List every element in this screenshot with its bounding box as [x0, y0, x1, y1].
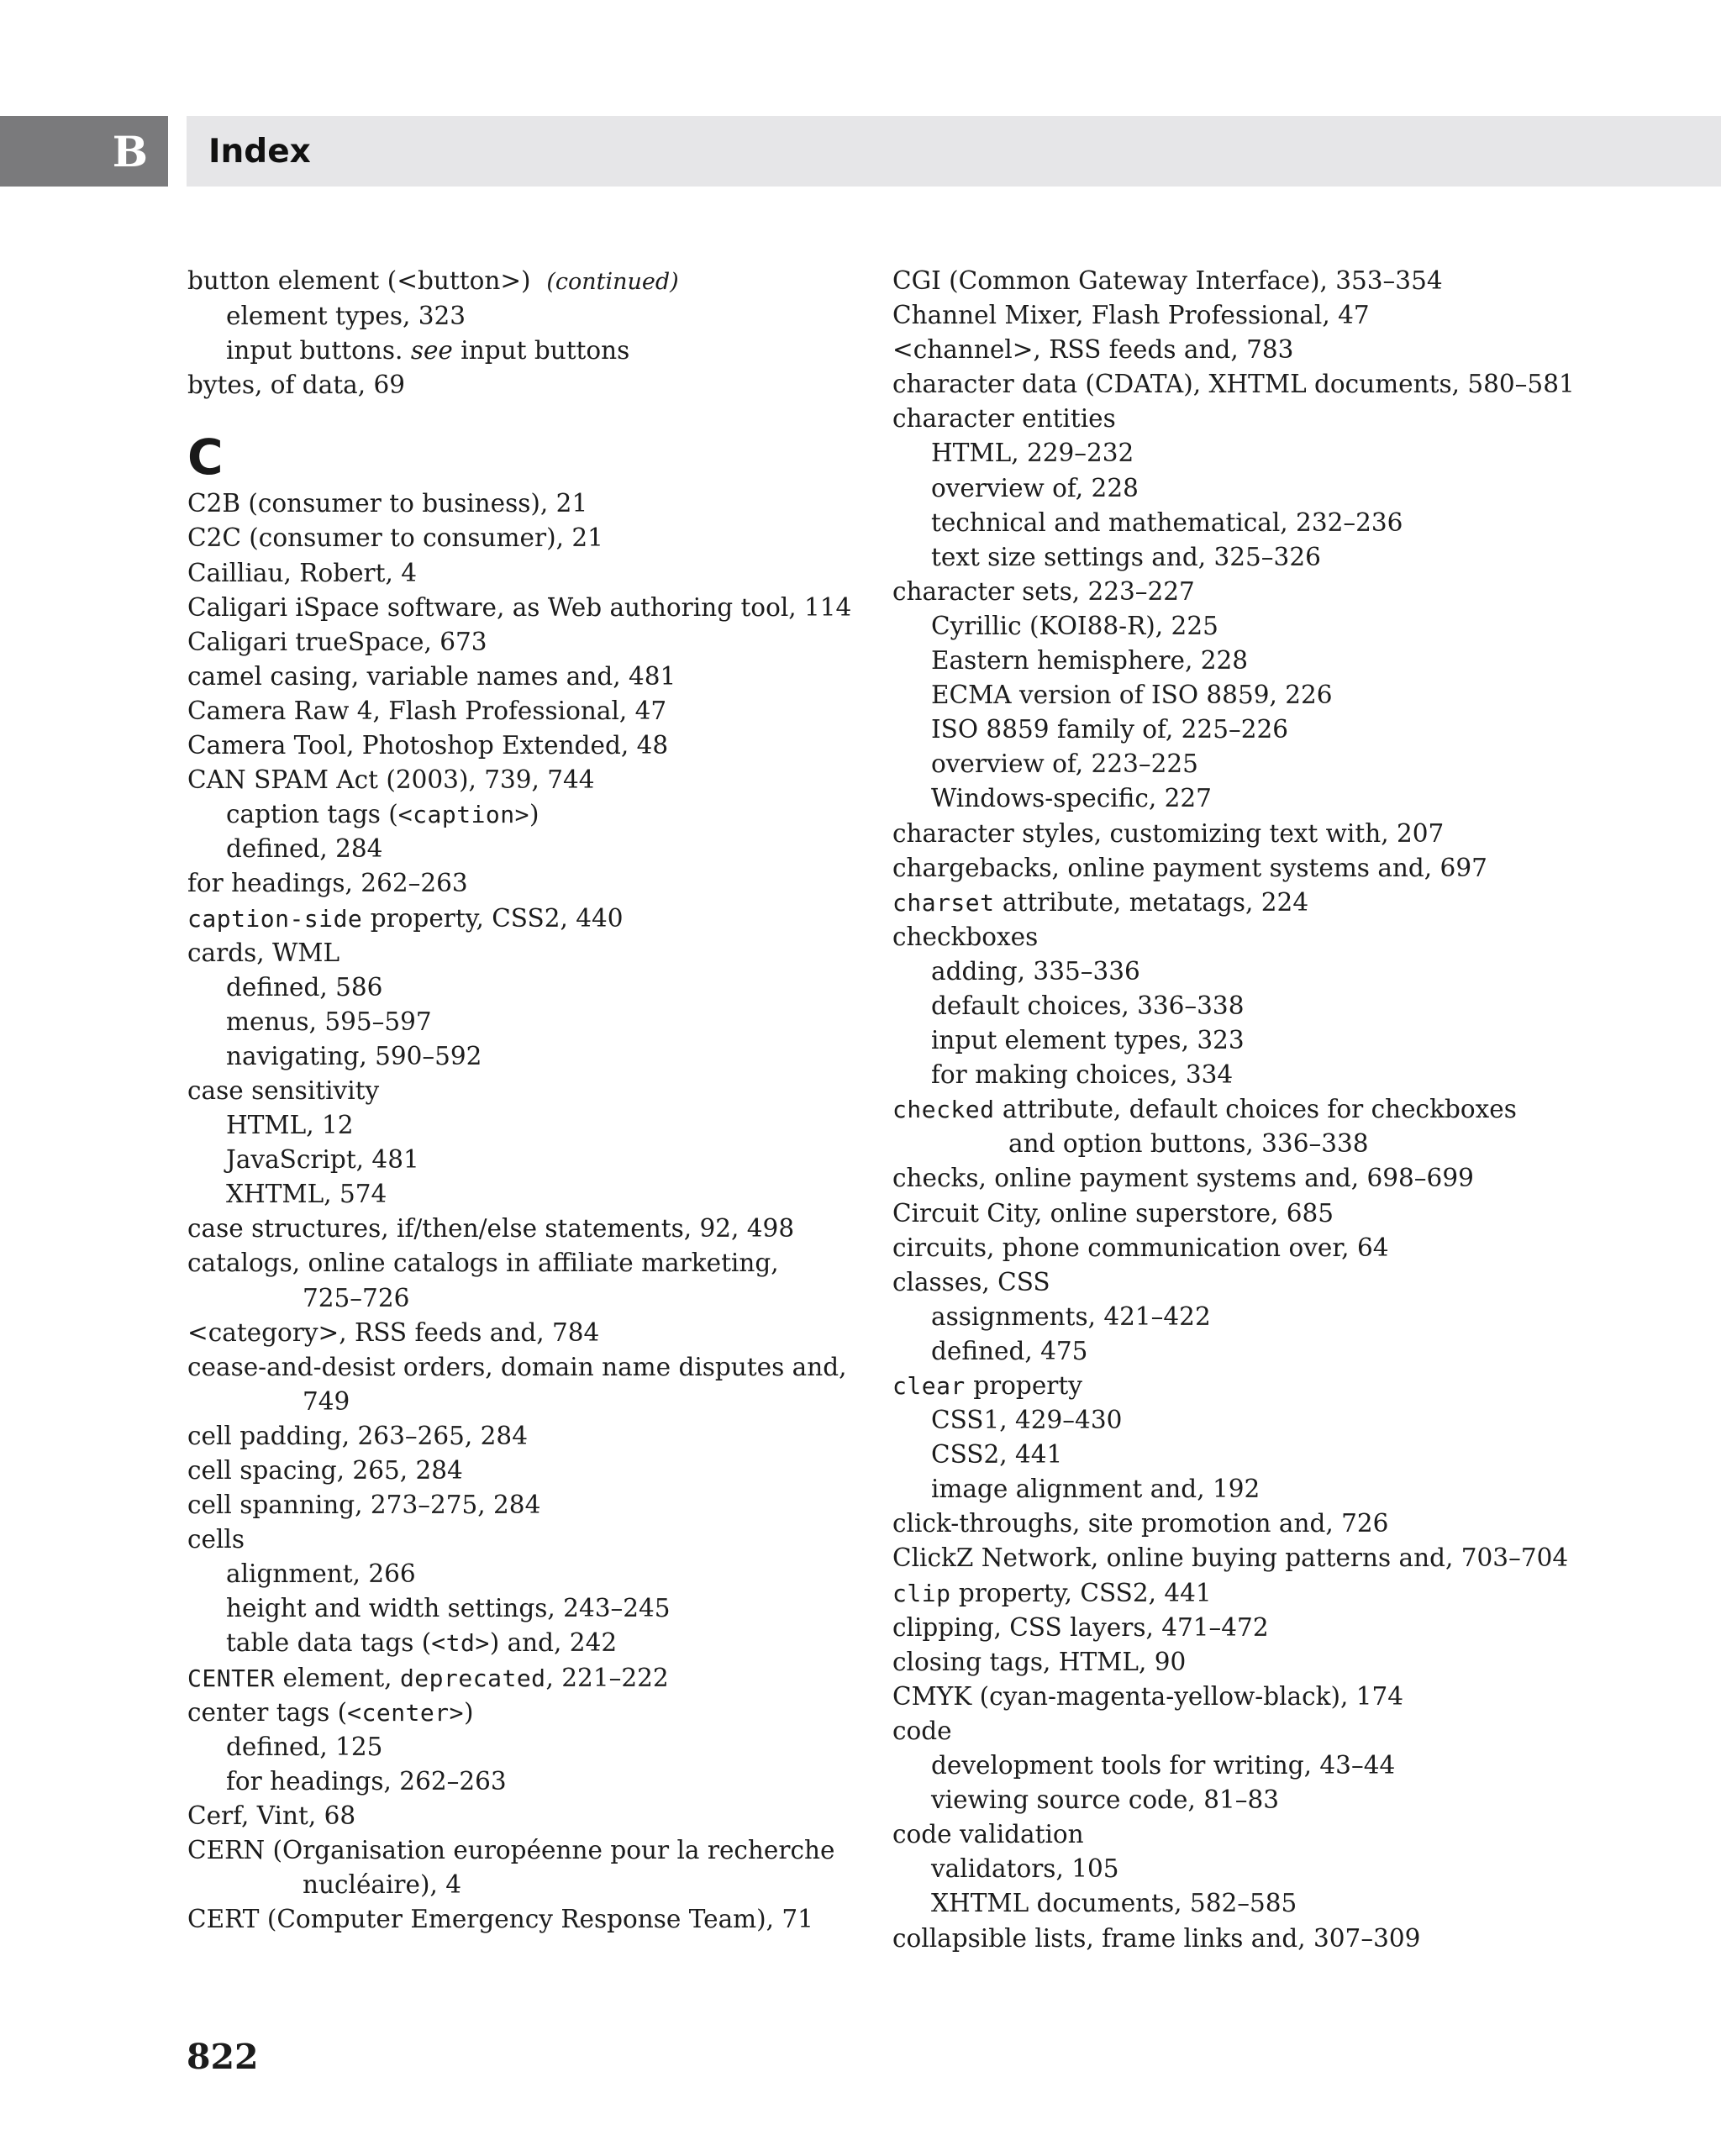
- code-text: clear: [892, 1372, 966, 1400]
- index-entry: circuits, phone communication over, 64: [892, 1233, 1389, 1262]
- appendix-letter: B: [112, 126, 148, 176]
- index-entry: Caligari iSpace software, as Web authoring tool, 114: [187, 592, 852, 622]
- index-entry: CERN (Organisation européenne pour la recherche: [187, 1836, 835, 1865]
- index-entry-continuation: 749: [303, 1386, 350, 1416]
- entry-text: button element (<button>): [187, 266, 531, 295]
- code-text: checked: [892, 1096, 995, 1124]
- index-entry: clipping, CSS layers, 471–472: [892, 1612, 1269, 1642]
- index-subentry: for headings, 262–263: [226, 1766, 507, 1796]
- index-subentry: for making choices, 334: [931, 1060, 1234, 1090]
- index-subentry: [187, 1626, 860, 1660]
- code-text: clip: [892, 1579, 951, 1607]
- index-subentry: Cyrillic (KOI88-R), 225: [931, 611, 1218, 640]
- index-entry: cards, WML: [187, 938, 340, 967]
- code-text: <center>: [347, 1698, 464, 1727]
- index-entry: Camera Raw 4, Flash Professional, 47: [187, 696, 667, 725]
- index-entry: character styles, customizing text with, 207: [892, 818, 1445, 848]
- section-letter: C: [187, 429, 224, 486]
- index-subentry: CSS1, 429–430: [931, 1406, 1123, 1435]
- index-entry: C2B (consumer to business), 21: [187, 489, 588, 518]
- index-entry: cell spacing, 265, 284: [187, 1456, 463, 1485]
- entry-text: input buttons: [461, 336, 630, 365]
- entry-text: ): [529, 800, 539, 829]
- entry-text: property, CSS2, 440: [370, 903, 624, 933]
- index-entry-continuation: 725–726: [303, 1283, 410, 1312]
- index-entry: CGI (Common Gateway Interface), 353–354: [892, 266, 1443, 295]
- index-entry: [892, 886, 1649, 920]
- index-subentry: XHTML, 574: [226, 1180, 387, 1209]
- index-subentry: ECMA version of ISO 8859, 226: [931, 681, 1333, 710]
- entry-text: property, CSS2, 441: [958, 1578, 1212, 1607]
- index-entry: bytes, of data, 69: [187, 371, 406, 400]
- index-entry: code: [892, 1716, 952, 1745]
- index-subentry: XHTML documents, 582–585: [931, 1889, 1297, 1918]
- code-text: <caption>: [397, 801, 529, 829]
- index-entry: character sets, 223–227: [892, 576, 1195, 606]
- index-entry: chargebacks, online payment systems and, 697: [892, 853, 1487, 882]
- index-subentry: CSS2, 441: [931, 1440, 1063, 1470]
- index-subentry: development tools for writing, 43–44: [931, 1751, 1396, 1780]
- entry-text: property: [973, 1371, 1082, 1400]
- index-entry: checks, online payment systems and, 698–699: [892, 1164, 1474, 1193]
- index-subentry: default choices, 336–338: [931, 991, 1245, 1020]
- index-entry: [892, 1369, 1649, 1403]
- index-entry: cell padding, 263–265, 284: [187, 1421, 528, 1450]
- index-entry: click-throughs, site promotion and, 726: [892, 1509, 1389, 1538]
- index-entry: collapsible lists, frame links and, 307–309: [892, 1923, 1421, 1953]
- index-entry: <channel>, RSS feeds and, 783: [892, 335, 1294, 365]
- index-entry: cease-and-desist orders, domain name disputes and,: [187, 1352, 847, 1381]
- index-entry: closing tags, HTML, 90: [892, 1647, 1187, 1676]
- index-entry: [892, 1576, 1649, 1611]
- index-subentry: viewing source code, 81–83: [931, 1785, 1280, 1815]
- index-entry: [187, 1696, 860, 1730]
- index-entry: CAN SPAM Act (2003), 739, 744: [187, 765, 595, 795]
- index-subentry: input element types, 323: [931, 1026, 1245, 1055]
- page-number: 822: [187, 2037, 259, 2077]
- index-subentry: technical and mathematical, 232–236: [931, 507, 1403, 537]
- code-text: <td>: [431, 1629, 490, 1658]
- index-subentry: menus, 595–597: [226, 1007, 432, 1036]
- index-entry: code validation: [892, 1820, 1084, 1849]
- index-subentry: defined, 125: [226, 1732, 383, 1761]
- entry-text: ): [463, 1697, 474, 1727]
- index-subentry: [187, 334, 860, 368]
- index-entry: catalogs, online catalogs in affiliate marketing,: [187, 1249, 779, 1278]
- page-title: Index: [208, 133, 311, 171]
- index-subentry: navigating, 590–592: [226, 1041, 482, 1070]
- index-column-left: [187, 264, 860, 1937]
- index-entry: <category>, RSS feeds and, 784: [187, 1317, 600, 1347]
- index-subentry: defined, 284: [226, 834, 383, 864]
- entry-text: center tags (: [187, 1697, 348, 1727]
- code-text: CENTER: [187, 1664, 276, 1692]
- index-entry: ClickZ Network, online buying patterns and, 703–704: [892, 1543, 1569, 1573]
- index-subentry: image alignment and, 192: [931, 1475, 1260, 1504]
- entry-text: table data tags (: [226, 1628, 432, 1658]
- index-entry: [187, 1661, 860, 1696]
- index-subentry: Windows-specific, 227: [931, 784, 1212, 813]
- index-subentry: element types, 323: [226, 302, 466, 331]
- index-entry: cells: [187, 1525, 245, 1554]
- appendix-tab: [0, 116, 168, 187]
- index-entry: Circuit City, online superstore, 685: [892, 1198, 1334, 1228]
- index-entry: cell spanning, 273–275, 284: [187, 1491, 541, 1520]
- index-subentry: alignment, 266: [226, 1559, 416, 1589]
- index-subentry: [187, 797, 860, 832]
- index-entry: [187, 902, 860, 936]
- index-subentry: JavaScript, 481: [226, 1145, 419, 1175]
- code-text: charset: [892, 888, 995, 917]
- index-column-right: [892, 264, 1649, 1956]
- see-reference: see: [410, 336, 453, 365]
- index-entry: Caligari trueSpace, 673: [187, 627, 487, 656]
- entry-text: , 221–222: [545, 1663, 669, 1692]
- index-subentry: overview of, 223–225: [931, 749, 1198, 779]
- index-entry: character data (CDATA), XHTML documents, 580–581: [892, 370, 1575, 399]
- index-entry: Cailliau, Robert, 4: [187, 558, 418, 587]
- index-subentry: defined, 475: [931, 1336, 1088, 1365]
- code-text: deprecated: [399, 1664, 546, 1692]
- index-entry: Camera Tool, Photoshop Extended, 48: [187, 731, 669, 760]
- index-entry: for headings, 262–263: [187, 869, 468, 898]
- index-entry: classes, CSS: [892, 1267, 1050, 1296]
- entry-text: element,: [282, 1663, 392, 1692]
- index-entry: CMYK (cyan-magenta-yellow-black), 174: [892, 1681, 1404, 1711]
- index-subentry: defined, 586: [226, 972, 383, 1002]
- index-subentry: HTML, 229–232: [931, 439, 1134, 468]
- index-entry: [187, 264, 860, 299]
- index-subentry: HTML, 12: [226, 1111, 354, 1140]
- index-entry: camel casing, variable names and, 481: [187, 661, 676, 691]
- index-entry-continuation: nucléaire), 4: [303, 1870, 462, 1900]
- entry-text: ) and, 242: [489, 1628, 618, 1658]
- index-subentry: validators, 105: [931, 1854, 1119, 1884]
- index-entry: [892, 1092, 1649, 1127]
- entry-text: attribute, default choices for checkboxes: [1002, 1095, 1517, 1124]
- entry-text: caption tags (: [226, 800, 398, 829]
- index-subentry: height and width settings, 243–245: [226, 1594, 671, 1623]
- continued-label: (continued): [546, 269, 679, 295]
- index-subentry: text size settings and, 325–326: [931, 542, 1321, 571]
- index-subentry: Eastern hemisphere, 228: [931, 646, 1249, 676]
- index-entry: character entities: [892, 404, 1116, 434]
- header-bar: [187, 116, 1721, 187]
- index-entry: Cerf, Vint, 68: [187, 1801, 356, 1830]
- index-subentry: ISO 8859 family of, 225–226: [931, 715, 1289, 744]
- index-entry: checkboxes: [892, 922, 1039, 951]
- index-entry: Channel Mixer, Flash Professional, 47: [892, 301, 1370, 330]
- entry-text: attribute, metatags, 224: [1002, 887, 1309, 917]
- code-text: caption-side: [187, 904, 363, 933]
- index-entry: C2C (consumer to consumer), 21: [187, 523, 603, 553]
- index-subentry: assignments, 421–422: [931, 1301, 1211, 1331]
- index-entry: case structures, if/then/else statements, 92, 498: [187, 1214, 795, 1244]
- index-entry: CERT (Computer Emergency Response Team), 71: [187, 1905, 813, 1934]
- index-entry-continuation: and option buttons, 336–338: [1008, 1129, 1369, 1159]
- index-subentry: overview of, 228: [931, 473, 1139, 502]
- index-entry: case sensitivity: [187, 1075, 380, 1105]
- index-subentry: adding, 335–336: [931, 956, 1140, 986]
- entry-text: input buttons.: [226, 336, 403, 365]
